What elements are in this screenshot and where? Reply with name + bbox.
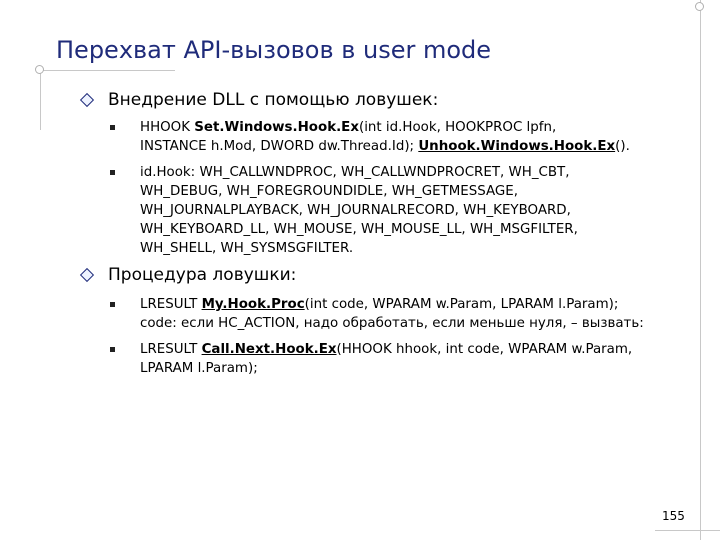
section-heading-text: Процедура ловушки:: [108, 265, 297, 285]
top-rule: [40, 70, 175, 71]
square-bullet-icon: [110, 170, 115, 175]
function-name: Call.Next.Hook.Ex: [201, 342, 337, 357]
function-name: Set.Windows.Hook.Ex: [194, 120, 359, 135]
text-line: [140, 137, 685, 156]
text-fragment: (HHOOK hhook, int code, WPARAM w.Param,: [336, 342, 633, 357]
text-line: [140, 118, 685, 137]
diamond-bullet-icon: [80, 268, 94, 282]
text-fragment: (int code, WPARAM w.Param, LPARAM l.Param);: [304, 297, 619, 312]
text-line: id.Hook: WH_CALLWNDPROC, WH_CALLWNDPROCRET, WH_CBT,: [140, 165, 570, 180]
corner-dot: [695, 2, 704, 11]
text-line: WH_JOURNALPLAYBACK, WH_JOURNALRECORD, WH_KEYBOARD,: [140, 203, 571, 218]
list-item-text: [140, 118, 685, 156]
list-item-text: [140, 163, 685, 258]
text-line: [140, 295, 685, 314]
text-fragment: LRESULT: [140, 297, 202, 312]
text-line: WH_KEYBOARD_LL, WH_MOUSE, WH_MOUSE_LL, WH_MSGFILTER,: [140, 222, 578, 237]
list-item-text: [140, 295, 685, 333]
square-bullet-icon: [110, 302, 115, 307]
text-line: WH_DEBUG, WH_FOREGROUNDIDLE, WH_GETMESSAGE,: [140, 184, 519, 199]
rule-dot: [35, 65, 44, 74]
text-line: LPARAM l.Param);: [140, 361, 258, 376]
function-name: Unhook.Windows.Hook.Ex: [418, 139, 616, 154]
square-bullet-icon: [110, 125, 115, 130]
section-heading-text: Внедрение DLL с помощью ловушек:: [108, 90, 439, 110]
text-line: code: если HC_ACTION, надо обработать, если меньше нуля, – вызвать:: [140, 316, 644, 331]
text-fragment: (int id.Hook, HOOKPROC lpfn,: [358, 120, 557, 135]
slide-title: Перехват API-вызовов в user mode: [56, 36, 492, 64]
bottom-rule: [655, 530, 720, 531]
list-item-text: [140, 340, 685, 378]
text-fragment: HHOOK: [140, 120, 195, 135]
text-fragment: ().: [615, 139, 630, 154]
text-fragment: LRESULT: [140, 342, 202, 357]
text-line: WH_SHELL, WH_SYSMSGFILTER.: [140, 241, 354, 256]
diamond-bullet-icon: [80, 93, 94, 107]
function-name: My.Hook.Proc: [201, 297, 305, 312]
right-rule: [700, 0, 701, 540]
left-rule: [40, 70, 41, 130]
text-fragment: INSTANCE h.Mod, DWORD dw.Thread.Id);: [140, 139, 419, 154]
page-number: 155: [662, 509, 685, 523]
square-bullet-icon: [110, 347, 115, 352]
text-line: [140, 340, 685, 359]
